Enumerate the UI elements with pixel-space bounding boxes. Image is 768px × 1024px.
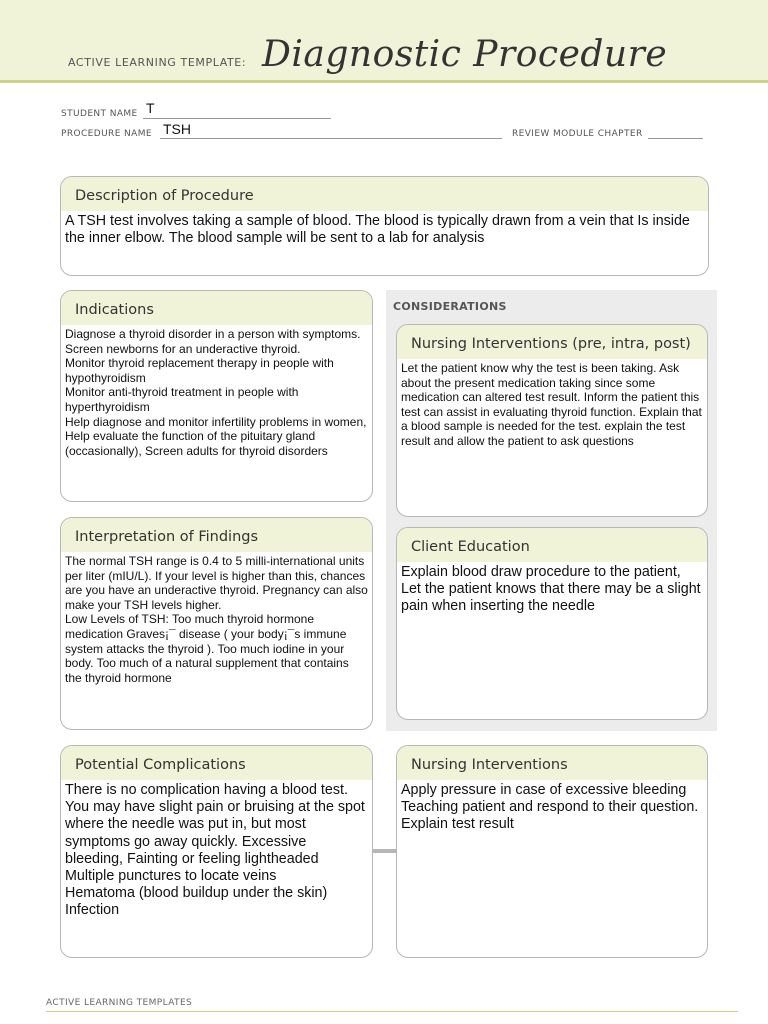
description-text[interactable]: A TSH test involves taking a sample of blood. The blood is typically drawn from a vein that Is inside the inner elbow. The blood sample will be sent to a lab for analysis bbox=[65, 213, 690, 247]
complications-connector bbox=[372, 849, 397, 853]
interpretation-box bbox=[60, 517, 373, 730]
complications-heading: Potential Complications bbox=[61, 746, 372, 780]
description-box bbox=[60, 176, 709, 276]
student-name-field[interactable]: T bbox=[146, 100, 155, 116]
nursing-interventions-heading: Nursing Interventions bbox=[397, 746, 707, 780]
complications-text[interactable]: There is no complication having a blood test. You may have slight pain or bruising at the spot where the needle was put in, but most symptoms go away quickly. Excessive bleeding, Fainting or feeling lightheaded Multiple punctures to locate veins Hematoma (blood buildup under the skin) Infection bbox=[65, 782, 365, 919]
indications-heading: Indications bbox=[61, 291, 372, 325]
interpretation-text[interactable]: The normal TSH range is 0.4 to 5 milli-international units per liter (mIU/L). If your level is higher than this, chances are you have an underactive thyroid. Pregnancy can also make your TSH levels higher. Low Levels of TSH: Too much thyroid hormone medication Graves¡¯ disease ( your body¡¯s immune system attacks the thyroid ). Too much iodine in your body. Too much of a natural supplement that contains the thyroid hormone bbox=[65, 554, 368, 685]
interpretation-heading: Interpretation of Findings bbox=[61, 518, 372, 552]
procedure-name-field[interactable]: TSH bbox=[163, 121, 191, 137]
student-name-underline bbox=[143, 118, 331, 119]
template-label: ACTIVE LEARNING TEMPLATE: bbox=[68, 56, 247, 69]
footer-label: ACTIVE LEARNING TEMPLATES bbox=[46, 998, 193, 1008]
nursing-interventions-box bbox=[396, 745, 708, 958]
client-education-box bbox=[396, 527, 708, 720]
nursing-interventions-pip-box bbox=[396, 324, 708, 517]
indications-box bbox=[60, 290, 373, 502]
client-education-heading: Client Education bbox=[397, 528, 707, 562]
procedure-name-underline bbox=[160, 138, 502, 139]
header-divider bbox=[0, 80, 768, 83]
student-name-label: STUDENT NAME bbox=[61, 109, 138, 119]
description-heading: Description of Procedure bbox=[61, 177, 708, 211]
page-title: Diagnostic Procedure bbox=[262, 34, 668, 75]
review-module-label: REVIEW MODULE CHAPTER bbox=[512, 129, 643, 139]
nursing-interventions-pip-text[interactable]: Let the patient know why the test is been taking. Ask about the present medication taking since some medication can altered test result. Inform the patient this test can assist in evaluating thyroid function. Explain that a blood sample is needed for the test. explain the test result and allow the patient to ask questions bbox=[401, 361, 702, 448]
complications-box bbox=[60, 745, 373, 958]
footer-divider bbox=[46, 1011, 738, 1012]
indications-text[interactable]: Diagnose a thyroid disorder in a person with symptoms. Screen newborns for an underactive thyroid. Monitor thyroid replacement therapy in people with hypothyroidism Monitor anti-thyroid treatment in people with hyperthyroidism Help diagnose and monitor infertility problems in women, Help evaluate the function of the pituitary gland (occasionally), Screen adults for thyroid disorders bbox=[65, 327, 367, 458]
nursing-interventions-text[interactable]: Apply pressure in case of excessive bleeding Teaching patient and respond to their question. Explain test result bbox=[401, 782, 699, 833]
nursing-interventions-pip-heading: Nursing Interventions (pre, intra, post) bbox=[397, 325, 707, 359]
client-education-text[interactable]: Explain blood draw procedure to the patient, Let the patient knows that there may be a slight pain when inserting the needle bbox=[401, 564, 701, 615]
procedure-name-label: PROCEDURE NAME bbox=[61, 129, 152, 139]
review-module-field[interactable] bbox=[648, 138, 703, 139]
considerations-label: CONSIDERATIONS bbox=[393, 300, 507, 313]
